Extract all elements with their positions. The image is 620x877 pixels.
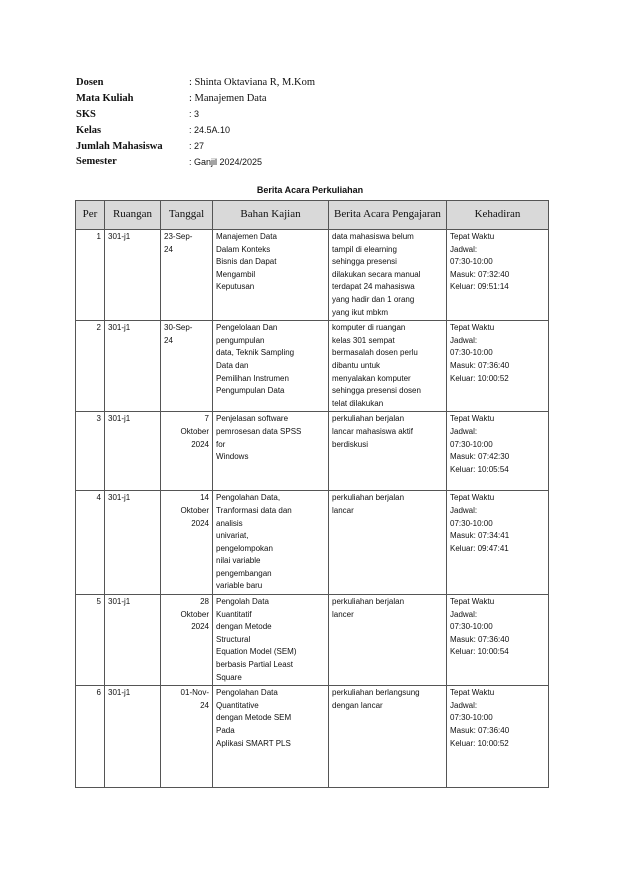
col-header-bahan-kajian: Bahan Kajian [213, 201, 329, 230]
info-label: SKS [76, 108, 96, 120]
cell-no: 4 [76, 491, 105, 595]
info-label: Mata Kuliah [76, 93, 134, 105]
cell-kehadiran: Tepat Waktu Jadwal: 07:30-10:00 Masuk: 07:36:40 Keluar: 10:00:52 [447, 321, 549, 412]
info-value: : Ganjil 2024/2025 [189, 156, 263, 167]
col-header-berita-acara: Berita Acara Pengajaran [329, 201, 447, 230]
table-row [76, 321, 549, 412]
info-row-semester [76, 154, 556, 170]
cell-bahan: Manajemen Data Dalam Konteks Bisnis dan Dapat Mengambil Keputusan [213, 230, 329, 321]
cell-ruangan: 301-j1 [105, 686, 161, 788]
cell-tanggal: 23-Sep- 24 [161, 230, 213, 321]
info-value: : 3 [189, 109, 200, 120]
info-row-sks [76, 107, 556, 123]
cell-tanggal: 7 Oktober 2024 [161, 412, 213, 491]
cell-ruangan: 301-j1 [105, 230, 161, 321]
info-label: Kelas [76, 124, 102, 136]
cell-no: 2 [76, 321, 105, 412]
col-header-ruangan: Ruangan [105, 201, 161, 230]
cell-ruangan: 301-j1 [105, 321, 161, 412]
cell-bahan: Penjelasan software pemrosesan data SPSS for Windows [213, 412, 329, 491]
info-value: : 27 [189, 141, 205, 152]
cell-no: 6 [76, 686, 105, 788]
cell-kehadiran: Tepat Waktu Jadwal: 07:30-10:00 Masuk: 07:34:41 Keluar: 09:47:41 [447, 491, 549, 595]
table-row [76, 230, 549, 321]
cell-berita: data mahasiswa belum tampil di elearning sehingga presensi dilakukan secara manual terdapat 24 mahasiswa yang hadir dan 1 orang yang ikut mbkm [329, 230, 447, 321]
info-label: Dosen [76, 77, 104, 89]
cell-berita: perkuliahan berjalan lancer [329, 595, 447, 686]
cell-bahan: Pengolahan Data Quantitative dengan Metode SEM Pada Aplikasi SMART PLS [213, 686, 329, 788]
table-row [76, 491, 549, 595]
cell-tanggal: 30-Sep- 24 [161, 321, 213, 412]
cell-ruangan: 301-j1 [105, 491, 161, 595]
cell-no: 3 [76, 412, 105, 491]
info-value: : Manajemen Data [189, 93, 267, 105]
cell-kehadiran: Tepat Waktu Jadwal: 07:30-10:00 Masuk: 07:32:40 Keluar: 09:51:14 [447, 230, 549, 321]
info-row-dosen [76, 75, 556, 91]
table-row [76, 686, 549, 788]
table-row [76, 412, 549, 491]
cell-kehadiran: Tepat Waktu Jadwal: 07:30-10:00 Masuk: 07:36:40 Keluar: 10:00:54 [447, 595, 549, 686]
table-row [76, 595, 549, 686]
cell-ruangan: 301-j1 [105, 595, 161, 686]
cell-berita: perkuliahan berlangsung dengan lancar [329, 686, 447, 788]
course-info [76, 75, 556, 170]
col-header-tanggal: Tanggal [161, 201, 213, 230]
cell-bahan: Pengolah Data Kuantitatif dengan Metode Structural Equation Model (SEM) berbasis Partial Least Square [213, 595, 329, 686]
col-header-kehadiran: Kehadiran [447, 201, 549, 230]
cell-tanggal: 01-Nov- 24 [161, 686, 213, 788]
info-row-jumlah-mahasiswa [76, 138, 556, 154]
cell-tanggal: 14 Oktober 2024 [161, 491, 213, 595]
berita-acara-table [75, 200, 549, 788]
info-label: Jumlah Mahasiswa [76, 140, 163, 152]
cell-kehadiran: Tepat Waktu Jadwal: 07:30-10:00 Masuk: 07:36:40 Keluar: 10:00:52 [447, 686, 549, 788]
table-header-row [76, 201, 549, 230]
cell-bahan: Pengelolaan Dan pengumpulan data, Teknik Sampling Data dan Pemilihan Instrumen Pengumpulan Data [213, 321, 329, 412]
info-row-kelas [76, 122, 556, 138]
col-header-per: Per [76, 201, 105, 230]
cell-no: 5 [76, 595, 105, 686]
cell-berita: perkuliahan berjalan lancar [329, 491, 447, 595]
cell-no: 1 [76, 230, 105, 321]
info-value: : Shinta Oktaviana R, M.Kom [189, 77, 315, 89]
info-label: Semester [76, 156, 117, 168]
cell-tanggal: 28 Oktober 2024 [161, 595, 213, 686]
info-row-mata-kuliah [76, 91, 556, 107]
cell-berita: komputer di ruangan kelas 301 sempat bermasalah dosen perlu dibantu untuk menyalakan komputer sehingga presensi dosen telat dilakukan [329, 321, 447, 412]
cell-berita: perkuliahan berjalan lancar mahasiswa aktif berdiskusi [329, 412, 447, 491]
info-value: : 24.5A.10 [189, 125, 231, 136]
table-title: Berita Acara Perkuliahan [256, 185, 364, 195]
cell-bahan: Pengolahan Data, Tranformasi data dan analisis univariat, pengelompokan nilai variable pengembangan variable baru [213, 491, 329, 595]
cell-kehadiran: Tepat Waktu Jadwal: 07:30-10:00 Masuk: 07:42:30 Keluar: 10:05:54 [447, 412, 549, 491]
cell-ruangan: 301-j1 [105, 412, 161, 491]
